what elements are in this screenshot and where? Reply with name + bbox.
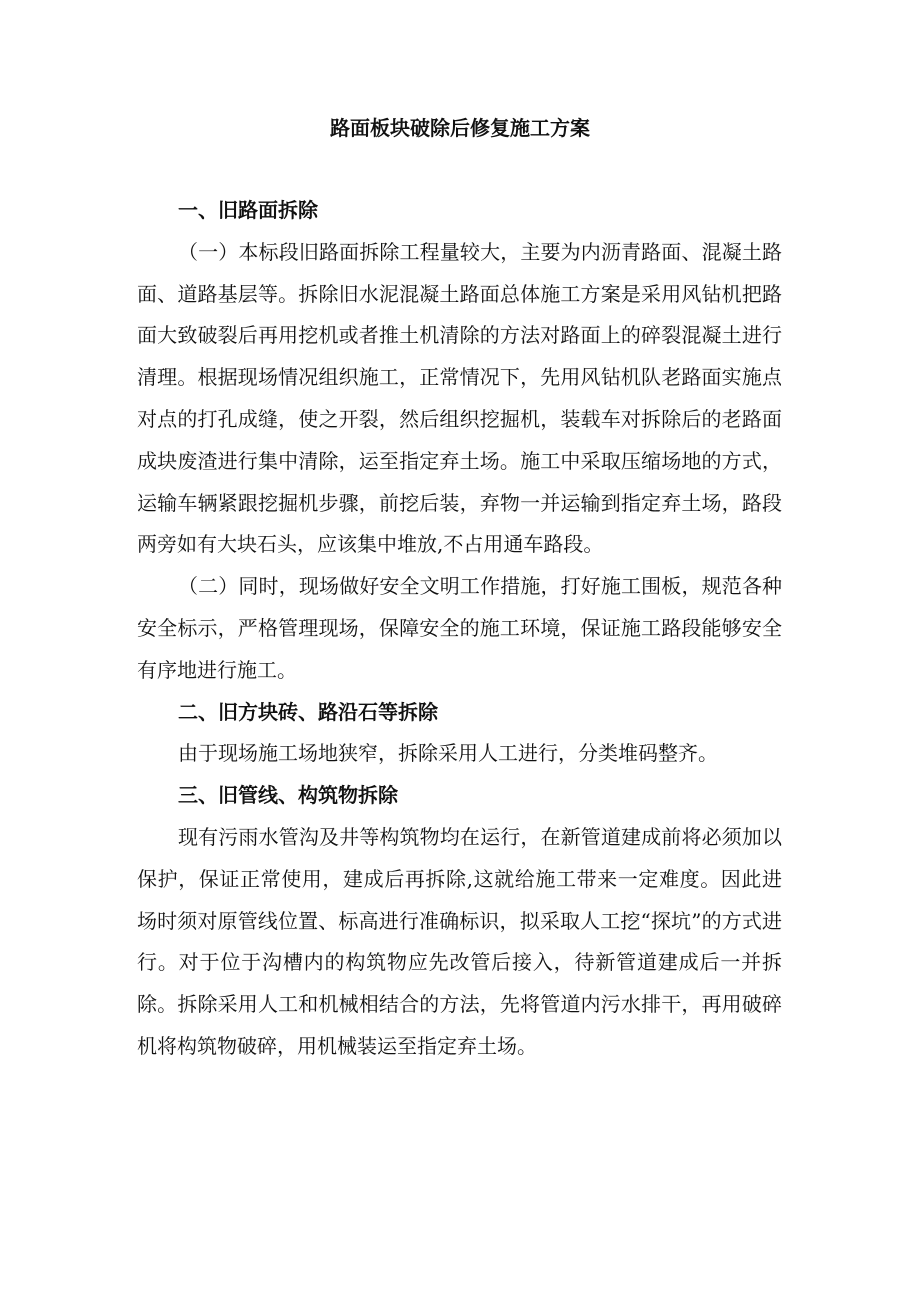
paragraph: 由于现场施工场地狭窄，拆除采用人工进行，分类堆码整齐。 (178, 741, 718, 766)
section-old-brick-curb-removal (137, 692, 782, 776)
section-heading: 一、旧路面拆除 (178, 198, 318, 222)
section-old-pavement-removal (137, 190, 782, 692)
paragraph: 现有污雨水管沟及井等构筑物均在运行，在新管道建成前将必须加以保护，保证正常使用，建成后再拆除,这就给施工带来一定难度。因此进场时须对原管线位置、标高进行准确标识，拟采取人工挖“探坑”的方式进行。对于位于沟槽内的构筑物应先改管后接入，待新管道建成后一并拆除。拆除采用人工和机械相结合的方法，先将管道内污水排干，再用破碎机将构筑物破碎，用机械装运至指定弃土场。 (137, 824, 782, 1058)
paragraph: （二）同时，现场做好安全文明工作措施，打好施工围板，规范各种安全标示，严格管理现场，保障安全的施工环境，保证施工路段能够安全有序地进行施工。 (137, 574, 782, 682)
section-heading: 三、旧管线、构筑物拆除 (178, 783, 398, 808)
document-title: 路面板块破除后修复施工方案 (330, 116, 590, 140)
document-body (137, 190, 782, 1068)
paragraph: （一）本标段旧路面拆除工程量较大，主要为内沥青路面、混凝土路面、道路基层等。拆除旧水泥混凝土路面总体施工方案是采用风钻机把路面大致破裂后再用挖机或者推土机清除的方法对路面上的碎裂混凝土进行清理。根据现场情况组织施工，正常情况下，先用风钻机队老路面实施点对点的打孔成缝，使之开裂，然后组织挖掘机，装载车对拆除后的老路面成块废渣进行集中清除，运至指定弃土场。施工中采取压缩场地的方式，运输车辆紧跟挖掘机步骤，前挖后装，弃物一并运输到指定弃土场，路段两旁如有大块石头，应该集中堆放,不占用通车路段。 (137, 239, 782, 557)
section-heading: 二、旧方块砖、路沿石等拆除 (178, 699, 438, 724)
section-old-pipeline-structure-removal (137, 775, 782, 1068)
